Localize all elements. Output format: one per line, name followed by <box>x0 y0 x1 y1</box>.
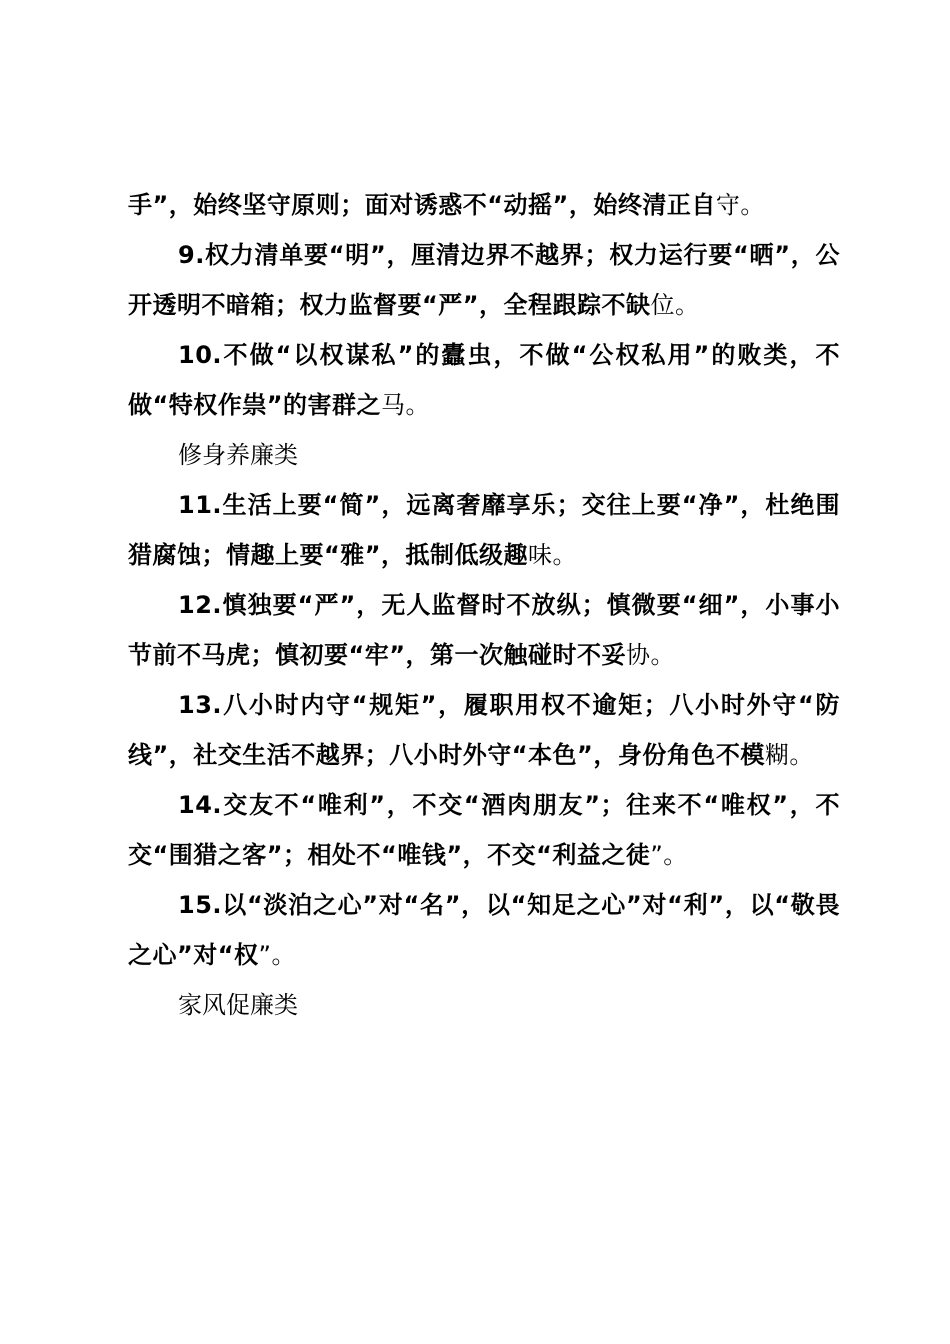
paragraph-11-bold: 11.生活上要“简”，远离奢靡享乐；交往上要“净”，杜绝围猎腐蚀；情趣上要“雅”，抵制低级趣 <box>128 491 840 569</box>
paragraph-14-bold: 14.交友不“唯利”，不交“酒肉朋友”；往来不“唯权”，不交“围猎之客”；相处不“唯钱”，不交“利益之徒 <box>128 791 840 869</box>
paragraph-14-end: ”。 <box>650 841 688 869</box>
section-heading-jiafeng: 家风促廉类 <box>178 991 298 1019</box>
section-heading-xiushen: 修身养廉类 <box>178 441 298 469</box>
paragraph-15 <box>128 880 840 980</box>
paragraph-12-bold: 12.慎独要“严”，无人监督时不放纵；慎微要“细”，小事小节前不马虎；慎初要“牢”，第一次触碰时不妥 <box>128 591 840 669</box>
paragraph-8-tail-end: 守。 <box>715 191 765 219</box>
paragraph-13-bold: 13.八小时内守“规矩”，履职用权不逾矩；八小时外守“防线”，社交生活不越界；八小时外守“本色”，身份角色不模 <box>128 691 840 769</box>
paragraph-9 <box>128 230 840 330</box>
paragraph-15-end: ”。 <box>258 941 296 969</box>
paragraph-8-tail-bold: 手”，始终坚守原则；面对诱惑不“动摇”，始终清正自 <box>128 191 716 219</box>
paragraph-11-end: 味。 <box>528 541 578 569</box>
paragraph-12-end: 协。 <box>626 641 676 669</box>
paragraph-8-tail <box>128 180 840 230</box>
paragraph-10-bold: 10.不做“以权谋私”的蠹虫，不做“公权私用”的败类，不做“特权作祟”的害群之 <box>128 341 840 419</box>
paragraph-14 <box>128 780 840 880</box>
paragraph-10-end: 马。 <box>381 391 431 419</box>
paragraph-12 <box>128 580 840 680</box>
paragraph-10 <box>128 330 840 430</box>
paragraph-9-end: 位。 <box>650 291 700 319</box>
paragraph-13-end: 糊。 <box>764 741 814 769</box>
paragraph-15-bold: 15.以“淡泊之心”对“名”，以“知足之心”对“利”，以“敬畏之心”对“权 <box>128 891 840 969</box>
paragraph-11 <box>128 480 840 580</box>
paragraph-13 <box>128 680 840 780</box>
paragraph-9-bold: 9.权力清单要“明”，厘清边界不越界；权力运行要“晒”，公开透明不暗箱；权力监督要“严”，全程跟踪不缺 <box>128 241 840 319</box>
document-page <box>128 180 840 1030</box>
